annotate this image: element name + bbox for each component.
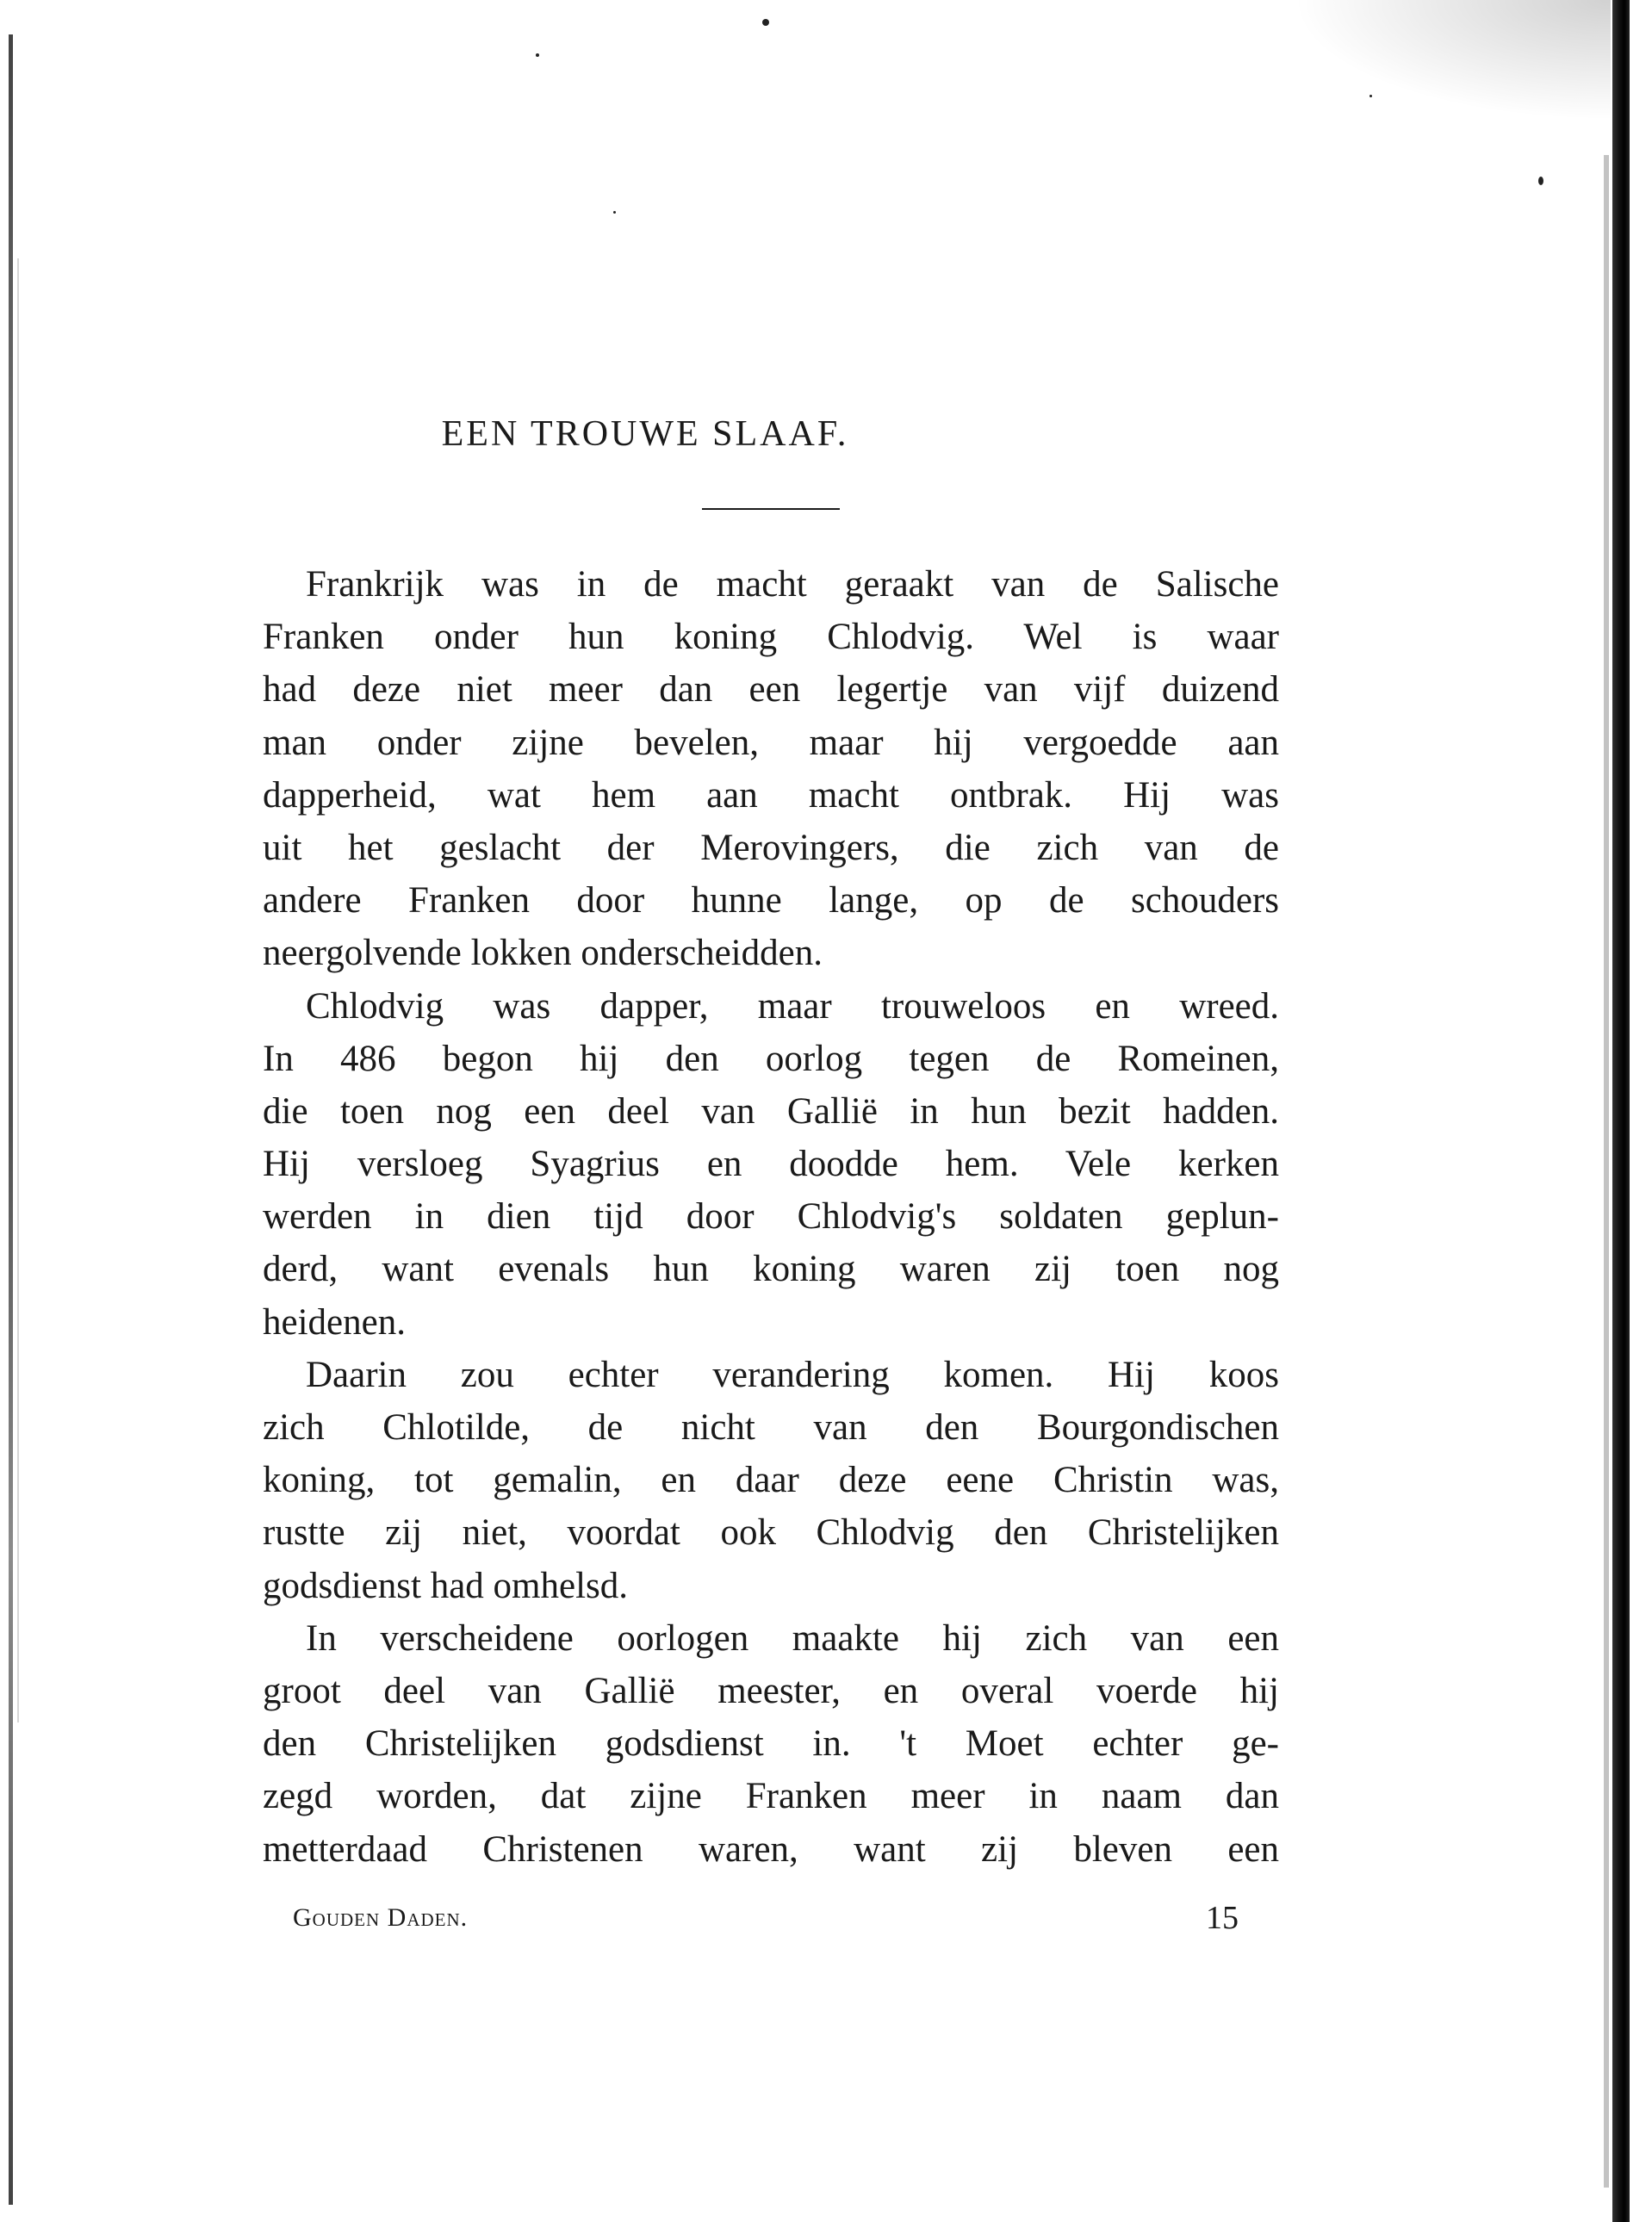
scan-shadow <box>1292 0 1611 121</box>
text-line: Frankrijk was in de macht geraakt van de Salische <box>306 564 1279 605</box>
chapter-title-text: EEN TROUWE SLAAF. <box>441 414 849 454</box>
text-line: derd, want evenals hun koning waren zij toen nog <box>263 1249 1279 1290</box>
title-rule <box>702 508 840 510</box>
text-line: In verscheidene oorlogen maakte hij zich van een <box>306 1617 1279 1659</box>
scan-speck <box>1369 95 1372 97</box>
scan-speck <box>613 211 616 214</box>
text-line: neergolvende lokken onderscheidden. <box>263 933 823 974</box>
text-line: heidenen. <box>263 1301 406 1343</box>
scan-edge-right <box>1612 0 1630 2222</box>
text-line: zich Chlotilde, de nicht van den Bourgondischen <box>263 1407 1279 1448</box>
scan-edge-right-inner <box>1604 155 1609 2188</box>
text-line: had deze niet meer dan een legertje van vijf duizend <box>263 669 1279 711</box>
text-line: metterdaad Christenen waren, want zij bleven een <box>263 1828 1279 1870</box>
text-line: den Christelijken godsdienst in. 't Moet echter ge- <box>263 1723 1279 1765</box>
footer-book-title <box>293 1903 468 1933</box>
text-line: Chlodvig was dapper, maar trouweloos en wreed. <box>306 985 1279 1027</box>
text-line: koning, tot gemalin, en daar deze eene Christin was, <box>263 1460 1279 1501</box>
scan-edge-left <box>9 34 13 2205</box>
page-number <box>1206 1899 1239 1937</box>
chapter-title <box>0 413 1652 455</box>
scan-speck <box>536 53 539 57</box>
text-line: man onder zijne bevelen, maar hij vergoedde aan <box>263 722 1279 763</box>
text-line: In 486 begon hij den oorlog tegen de Romeinen, <box>263 1038 1279 1079</box>
scan-speck <box>762 19 769 26</box>
text-line: andere Franken door hunne lange, op de schouders <box>263 880 1279 922</box>
text-line: die toen nog een deel van Gallië in hun bezit hadden. <box>263 1090 1279 1132</box>
text-line: werden in dien tijd door Chlodvig's soldaten geplun- <box>263 1196 1279 1238</box>
body-text <box>263 558 1279 1876</box>
footer-book-title-text: Gouden Daden. <box>293 1903 469 1932</box>
text-line: godsdienst had omhelsd. <box>263 1565 628 1606</box>
text-line: rustte zij niet, voordat ook Chlodvig den Christelijken <box>263 1512 1279 1554</box>
scan-speck <box>1538 177 1543 185</box>
text-line: dapperheid, wat hem aan macht ontbrak. Hij was <box>263 774 1279 816</box>
text-line: Franken onder hun koning Chlodvig. Wel is waar <box>263 617 1279 658</box>
page-number-text: 15 <box>1206 1900 1239 1936</box>
text-line: Daarin zou echter verandering komen. Hij koos <box>306 1354 1279 1395</box>
text-line: uit het geslacht der Merovingers, die zich van de <box>263 827 1279 868</box>
text-line: Hij versloeg Syagrius en doodde hem. Vele kerken <box>263 1144 1279 1185</box>
scan-edge-left-inner <box>17 258 19 1722</box>
text-line: zegd worden, dat zijne Franken meer in naam dan <box>263 1776 1279 1817</box>
text-line: groot deel van Gallië meester, en overal voerde hij <box>263 1670 1279 1711</box>
